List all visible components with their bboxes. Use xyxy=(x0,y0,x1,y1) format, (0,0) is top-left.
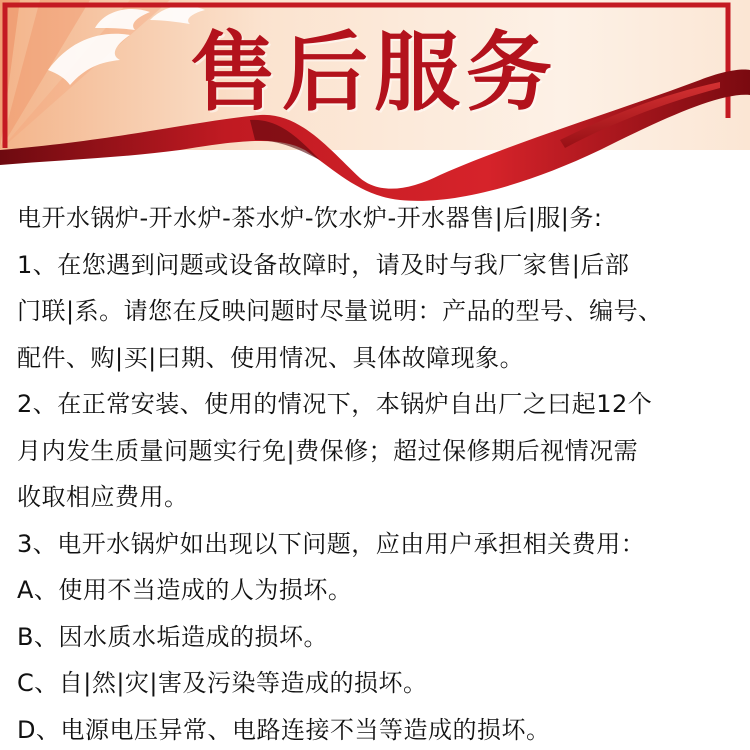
text-line: C、自|然|灾|害及污染等造成的损坏。 xyxy=(17,669,428,697)
header-banner xyxy=(0,0,750,210)
text-line: 月内发生质量问题实行免|费保修；超过保修期后视情况需 xyxy=(17,436,639,465)
after-sales-text xyxy=(17,195,742,750)
text-line: D、电源电压异常、电路连接不当等造成的损坏。 xyxy=(17,715,551,744)
text-line: B、因水质水垢造成的损坏。 xyxy=(17,622,328,651)
text-line: 收取相应费用。 xyxy=(17,483,189,511)
text-line: 配件、购|买|曰期、使用情况、具体故障现象。 xyxy=(17,343,525,372)
text-line: 1、在您遇到问题或设备故障时，请及时与我厂家售|后部 xyxy=(17,250,630,279)
text-line: 门联|系。请您在反映问题时尽量说明：产品的型号、编号、 xyxy=(17,297,663,325)
page-title: 售后服务 xyxy=(190,22,558,123)
text-line: A、使用不当造成的人为损坏。 xyxy=(17,576,353,604)
text-line: 2、在正常安装、使用的情况下，本锅炉自出厂之曰起12个 xyxy=(17,390,653,418)
text-line: 电开水锅炉-开水炉-茶水炉-饮水炉-开水器售|后|服|务: xyxy=(17,204,603,232)
text-line: 3、电开水锅炉如出现以下问题，应由用户承担相关费用： xyxy=(17,529,646,558)
